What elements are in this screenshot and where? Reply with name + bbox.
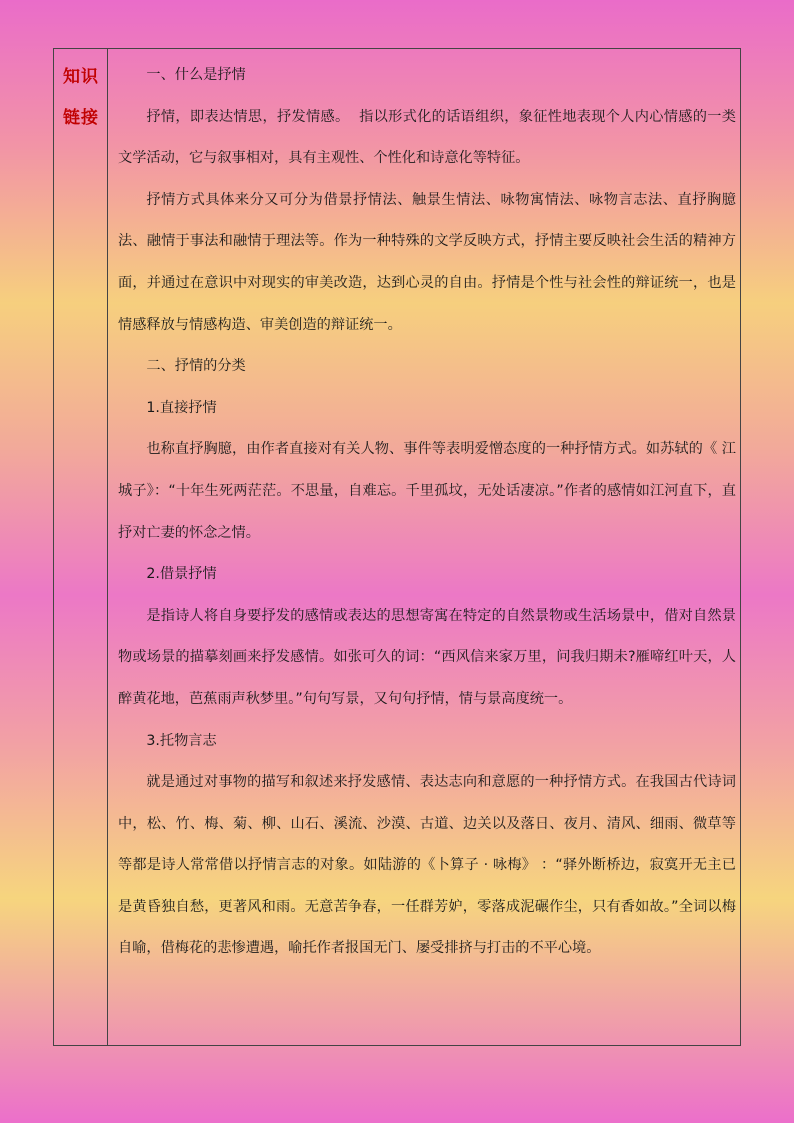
paragraph-object-aspiration: 就是通过对事物的描写和叙述来抒发感情、表达志向和意愿的一种抒情方式。在我国古代诗词中，松、竹、梅、菊、柳、山石、溪流、沙漠、古道、边关以及落日、夜月、清风、细雨、微草等等都是诗人常常借以抒情言志的对象。如陆游的《卜算子 · 咏梅》 ：“驿外断桥边，寂寞开无主已是黄昏独自愁，更著风和雨。无意苦争春，一任群芳妒，零落成泥碾作尘，只有香如故。”全词以梅自喻，借梅花的悲惨遭遇，喻托作者报国无门、屡受排挤与打击的不平心境。 xyxy=(118,774,736,957)
paragraph-scene-lyric: 是指诗人将自身要抒发的感情或表达的思想寄寓在特定的自然景物或生活场景中，借对自然景物或场景的描摹刻画来抒发感情。如张可久的词：“西风信来家万里，问我归期未?雁啼红叶天，人醉黄花地，芭蕉雨声秋梦里。”句句写景，又句句抒情，情与景高度统一。 xyxy=(118,607,736,707)
heading-classification: 二、抒情的分类 xyxy=(146,358,246,375)
label-column xyxy=(54,49,108,1045)
paragraph-methods: 抒情方式具体来分又可分为借景抒情法、触景生情法、咏物寓情法、咏物言志法、直抒胸臆法、融情于事法和融情于理法等。作为一种特殊的文学反映方式，抒情主要反映社会生活的精神方面，并通过在意识中对现实的审美改造，达到心灵的自由。抒情是个性与社会性的辩证统一，也是情感释放与情感构造、审美创造的辩证统一。 xyxy=(118,191,736,333)
content-column xyxy=(118,55,736,970)
subheading-direct-lyric: 1.直接抒情 xyxy=(146,399,217,416)
paragraph-direct-lyric: 也称直抒胸臆，由作者直接对有关人物、事件等表明爱憎态度的一种抒情方式。如苏轼的《 江城子》：“十年生死两茫茫。不思量，自难忘。千里孤坟，无处话凄凉。”作者的感情如江河直下，直抒对亡妻的怀念之情。 xyxy=(118,441,736,541)
heading-what-is-lyric: 一、什么是抒情 xyxy=(146,67,246,83)
knowledge-table xyxy=(53,48,741,1046)
paragraph-definition: 抒情，即表达情思，抒发情感。 指以形式化的话语组织，象征性地表现个人内心情感的一类文学活动，它与叙事相对，具有主观性、个性化和诗意化等特征。 xyxy=(118,108,736,167)
section-label: 知识链接 xyxy=(63,67,99,128)
subheading-scene-lyric: 2.借景抒情 xyxy=(146,566,217,583)
subheading-object-aspiration: 3.托物言志 xyxy=(146,732,217,749)
